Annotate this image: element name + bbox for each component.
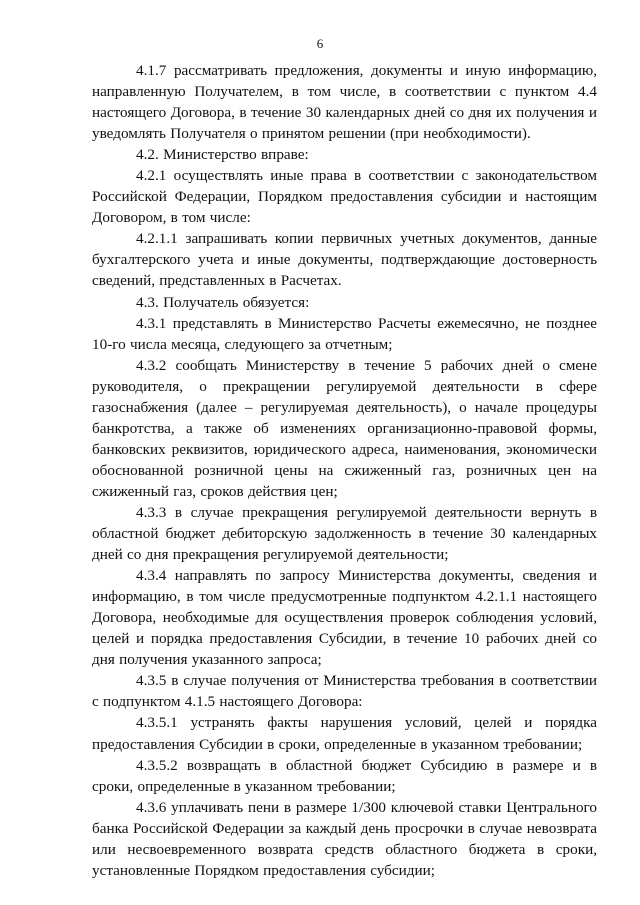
clause-4-2-1-1: 4.2.1.1 запрашивать копии первичных учетных документов, данные бухгалтерского учета и иные документы, подтверждающие достоверность сведений, представленных в Расчетах. [92,230,597,290]
clause-4-3-5-2: 4.3.5.2 возвращать в областной бюджет Субсидию в размере и в сроки, определенные в указанном требовании; [92,756,597,795]
clause-4-3-4: 4.3.4 направлять по запросу Министерства документы, сведения и информацию, в том числе предусмотренные подпунктом 4.2.1.1 настоящего Договора, необходимые для осуществления проверок соблюдения условий, целей и порядка предоставления Субсидии, в течение 10 рабочих дней со дня получения указанного запроса; [92,567,597,669]
section-4-3-heading: 4.3. Получатель обязуется: [136,293,310,311]
document-body [92,60,597,881]
clause-4-2-1: 4.2.1 осуществлять иные права в соответствии с законодательством Российской Федерации, Порядком предоставления субсидии и настоящим Договором, в том числе: [92,167,597,227]
clause-4-1-7: 4.1.7 рассматривать предложения, документы и иную информацию, направленную Получателем, в том числе, в соответствии с пунктом 4.4 настоящего Договора, в течение 30 календарных дней со дня их получения и уведомлять Получателя о принятом решении (при необходимости). [92,62,597,143]
section-4-2-heading: 4.2. Министерство вправе: [136,146,309,164]
clause-4-3-3: 4.3.3 в случае прекращения регулируемой деятельности вернуть в областной бюджет дебиторскую задолженность в течение 30 календарных дней со дня прекращения регулируемой деятельности; [92,503,597,564]
clause-4-3-1: 4.3.1 представлять в Министерство Расчеты ежемесячно, не позднее 10-го числа месяца, следующего за отчетным; [92,314,597,353]
page-number: 6 [316,36,324,51]
clause-4-3-5-1: 4.3.5.1 устранять факты нарушения условий, целей и порядка предоставления Субсидии в сроки, определенные в указанном требовании; [92,714,597,753]
clause-4-3-5: 4.3.5 в случае получения от Министерства требования в соответствии с подпунктом 4.1.5 настоящего Договора: [92,672,597,711]
clause-4-3-6: 4.3.6 уплачивать пени в размере 1/300 ключевой ставки Центрального банка Российской Федерации за каждый день просрочки в случае невозврата или несвоевременного возврата средств областного бюджета в сроки, установленные Порядком предоставления субсидии; [92,798,597,879]
clause-4-3-2: 4.3.2 сообщать Министерству в течение 5 рабочих дней о смене руководителя, о прекращении регулируемой деятельности в сфере газоснабжения (далее – регулируемая деятельность), о начале процедуры банкротства, а также об изменениях организационно-правовой формы, банковских реквизитов, юридического адреса, наименования, экономически обоснованной розничной цены на сжиженный газ, розничных цен на сжиженный газ, сроков действия цен; [92,356,597,500]
